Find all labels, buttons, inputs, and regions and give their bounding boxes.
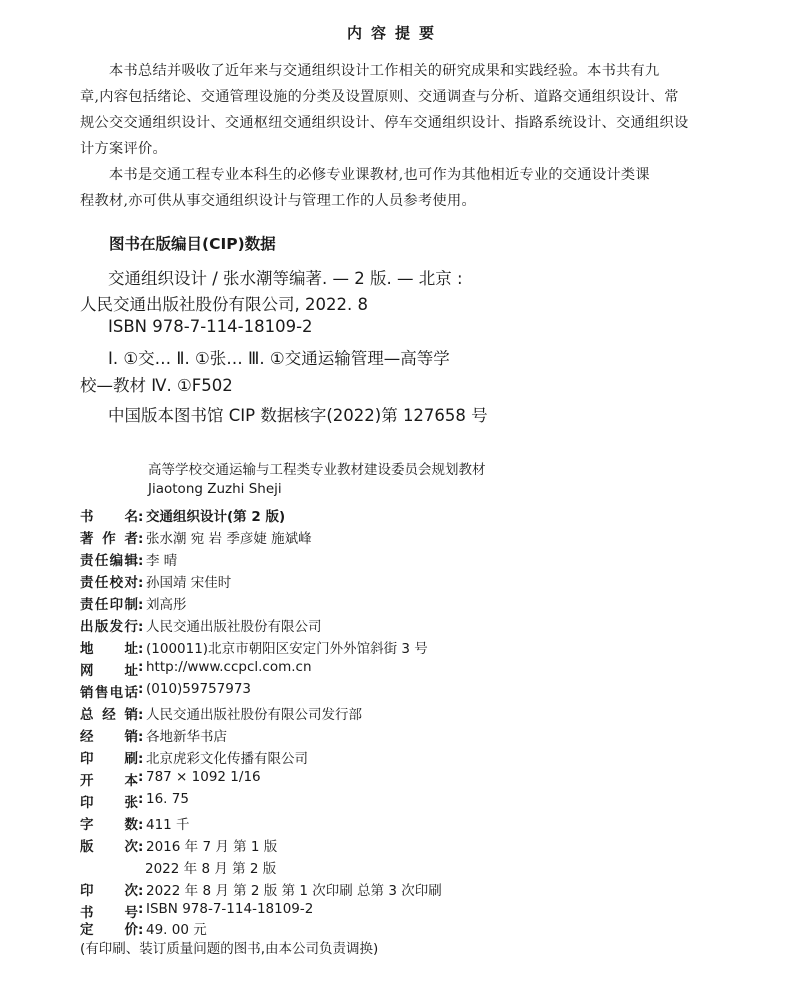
credit-key: 著作者 xyxy=(80,531,138,547)
credit-value: 北京虎彩文化传播有限公司 xyxy=(146,751,308,767)
credit-value: 49. 00 元 xyxy=(146,922,207,938)
credit-row-printer xyxy=(80,747,308,767)
credit-key: 书号 xyxy=(80,905,138,921)
credit-value: 各地新华书店 xyxy=(146,729,227,745)
credit-colon: : xyxy=(138,553,144,569)
credit-colon: : xyxy=(138,619,144,635)
credit-value: 2022 年 8 月 第 2 版 第 1 次印刷 总第 3 次印刷 xyxy=(146,883,442,899)
credit-key: 总经销 xyxy=(80,707,138,723)
credit-colon: : xyxy=(138,531,144,547)
credit-value: 16. 75 xyxy=(146,791,189,807)
quality-footnote: (有印刷、装订质量问题的图书,由本公司负责调换) xyxy=(80,941,379,957)
credit-colon: : xyxy=(138,659,144,675)
credit-key: 销售电话 xyxy=(80,685,138,701)
credit-key: 版次 xyxy=(80,839,138,855)
credit-row-proofreader xyxy=(80,571,231,591)
credit-value: 刘高彤 xyxy=(146,597,187,613)
credit-key: 网址 xyxy=(80,663,138,679)
credit-row-editor xyxy=(80,549,177,569)
credit-colon: : xyxy=(138,751,144,767)
pinyin-title: Jiaotong Zuzhi Sheji xyxy=(148,481,282,497)
credit-value: 张水潮 宛 岩 季彦婕 施斌峰 xyxy=(146,531,312,547)
cip-heading: 图书在版编目(CIP)数据 xyxy=(109,235,276,253)
summary-paragraph-1 xyxy=(80,58,688,162)
cip-line-6: 中国版本图书馆 CIP 数据核字(2022)第 127658 号 xyxy=(108,406,488,425)
credit-value: 李 晴 xyxy=(146,553,178,569)
credit-key: 责任校对 xyxy=(80,575,138,591)
credit-row-distributor xyxy=(80,725,227,745)
credit-row-website xyxy=(80,659,312,679)
summary-line: 规公交交通组织设计、交通枢纽交通组织设计、停车交通组织设计、指路系统设计、交通组织设 xyxy=(80,115,689,131)
credit-row-sheets xyxy=(80,791,189,811)
series-title: 高等学校交通运输与工程类专业教材建设委员会规划教材 xyxy=(148,462,486,478)
summary-line: 章,内容包括绪论、交通管理设施的分类及设置原则、交通调查与分析、道路交通组织设计、常 xyxy=(80,89,679,105)
credit-value: 孙国靖 宋佳时 xyxy=(146,575,232,591)
credit-colon: : xyxy=(138,901,144,917)
credit-key: 印刷 xyxy=(80,751,138,767)
credit-row-edition xyxy=(80,835,277,855)
credit-value: 交通组织设计(第 2 版) xyxy=(146,509,286,525)
credit-colon: : xyxy=(138,729,144,745)
credit-row-title xyxy=(80,505,285,525)
cip-line-3: ISBN 978-7-114-18109-2 xyxy=(108,317,313,336)
summary-line: 本书是交通工程专业本科生的必修专业课教材,也可作为其他相近专业的交通设计类课 xyxy=(109,167,650,183)
credit-colon: : xyxy=(138,641,144,657)
credit-key: 印次 xyxy=(80,883,138,899)
credit-row-price xyxy=(80,918,207,938)
credit-key: 字数 xyxy=(80,817,138,833)
cip-line-2: 人民交通出版社股份有限公司, 2022. 8 xyxy=(80,295,368,314)
credit-colon: : xyxy=(138,883,144,899)
credit-key: 地址 xyxy=(80,641,138,657)
credit-key: 经销 xyxy=(80,729,138,745)
summary-paragraph-2 xyxy=(80,162,650,214)
credit-key: 责任印制 xyxy=(80,597,138,613)
summary-line: 计方案评价。 xyxy=(80,141,167,157)
edition-continuation: 2022 年 8 月 第 2 版 xyxy=(145,861,277,877)
summary-line: 本书总结并吸收了近年来与交通组织设计工作相关的研究成果和实践经验。本书共有九 xyxy=(109,63,660,79)
credit-colon: : xyxy=(138,922,144,938)
credit-value: 2016 年 7 月 第 1 版 xyxy=(146,839,278,855)
credit-colon: : xyxy=(138,597,144,613)
credit-key: 开本 xyxy=(80,773,138,789)
credit-colon: : xyxy=(138,817,144,833)
credit-value: 787 × 1092 1/16 xyxy=(146,769,261,785)
cip-line-1: 交通组织设计 / 张水潮等编著. — 2 版. — 北京 : xyxy=(108,269,463,288)
summary-title: 内容提要 xyxy=(346,24,443,42)
credit-key: 印张 xyxy=(80,795,138,811)
credit-key: 书名 xyxy=(80,509,138,525)
credit-key: 出版发行 xyxy=(80,619,138,635)
credit-row-word-count xyxy=(80,813,190,833)
credit-value: 人民交通出版社股份有限公司 xyxy=(146,619,322,635)
summary-line: 程教材,亦可供从事交通组织设计与管理工作的人员参考使用。 xyxy=(80,193,476,209)
credit-colon: : xyxy=(138,839,144,855)
credit-value: ISBN 978-7-114-18109-2 xyxy=(146,901,314,917)
credit-key: 责任编辑 xyxy=(80,553,138,569)
credit-row-publisher xyxy=(80,615,322,635)
credit-colon: : xyxy=(138,681,144,697)
cip-line-5: 校—教材 Ⅳ. ①F502 xyxy=(80,376,233,395)
credit-row-address xyxy=(80,637,428,657)
credit-value: 人民交通出版社股份有限公司发行部 xyxy=(146,707,362,723)
credit-row-printing-supervisor xyxy=(80,593,187,613)
credit-value: (100011)北京市朝阳区安定门外外馆斜街 3 号 xyxy=(146,641,428,657)
credit-row-impression xyxy=(80,879,442,899)
credit-colon: : xyxy=(138,575,144,591)
website-link[interactable]: http://www.ccpcl.com.cn xyxy=(146,659,312,675)
credit-value: 411 千 xyxy=(146,817,190,833)
credit-row-format xyxy=(80,769,261,789)
credit-colon: : xyxy=(138,509,144,525)
credit-row-general-distributor xyxy=(80,703,362,723)
credit-row-authors xyxy=(80,527,312,547)
credit-value: (010)59757973 xyxy=(146,681,252,697)
credit-colon: : xyxy=(138,791,144,807)
credit-row-sales-phone xyxy=(80,681,251,701)
credit-key: 定价 xyxy=(80,922,138,938)
credit-colon: : xyxy=(138,769,144,785)
cip-line-4: Ⅰ. ①交… Ⅱ. ①张… Ⅲ. ①交通运输管理—高等学 xyxy=(108,349,450,368)
credit-colon: : xyxy=(138,707,144,723)
